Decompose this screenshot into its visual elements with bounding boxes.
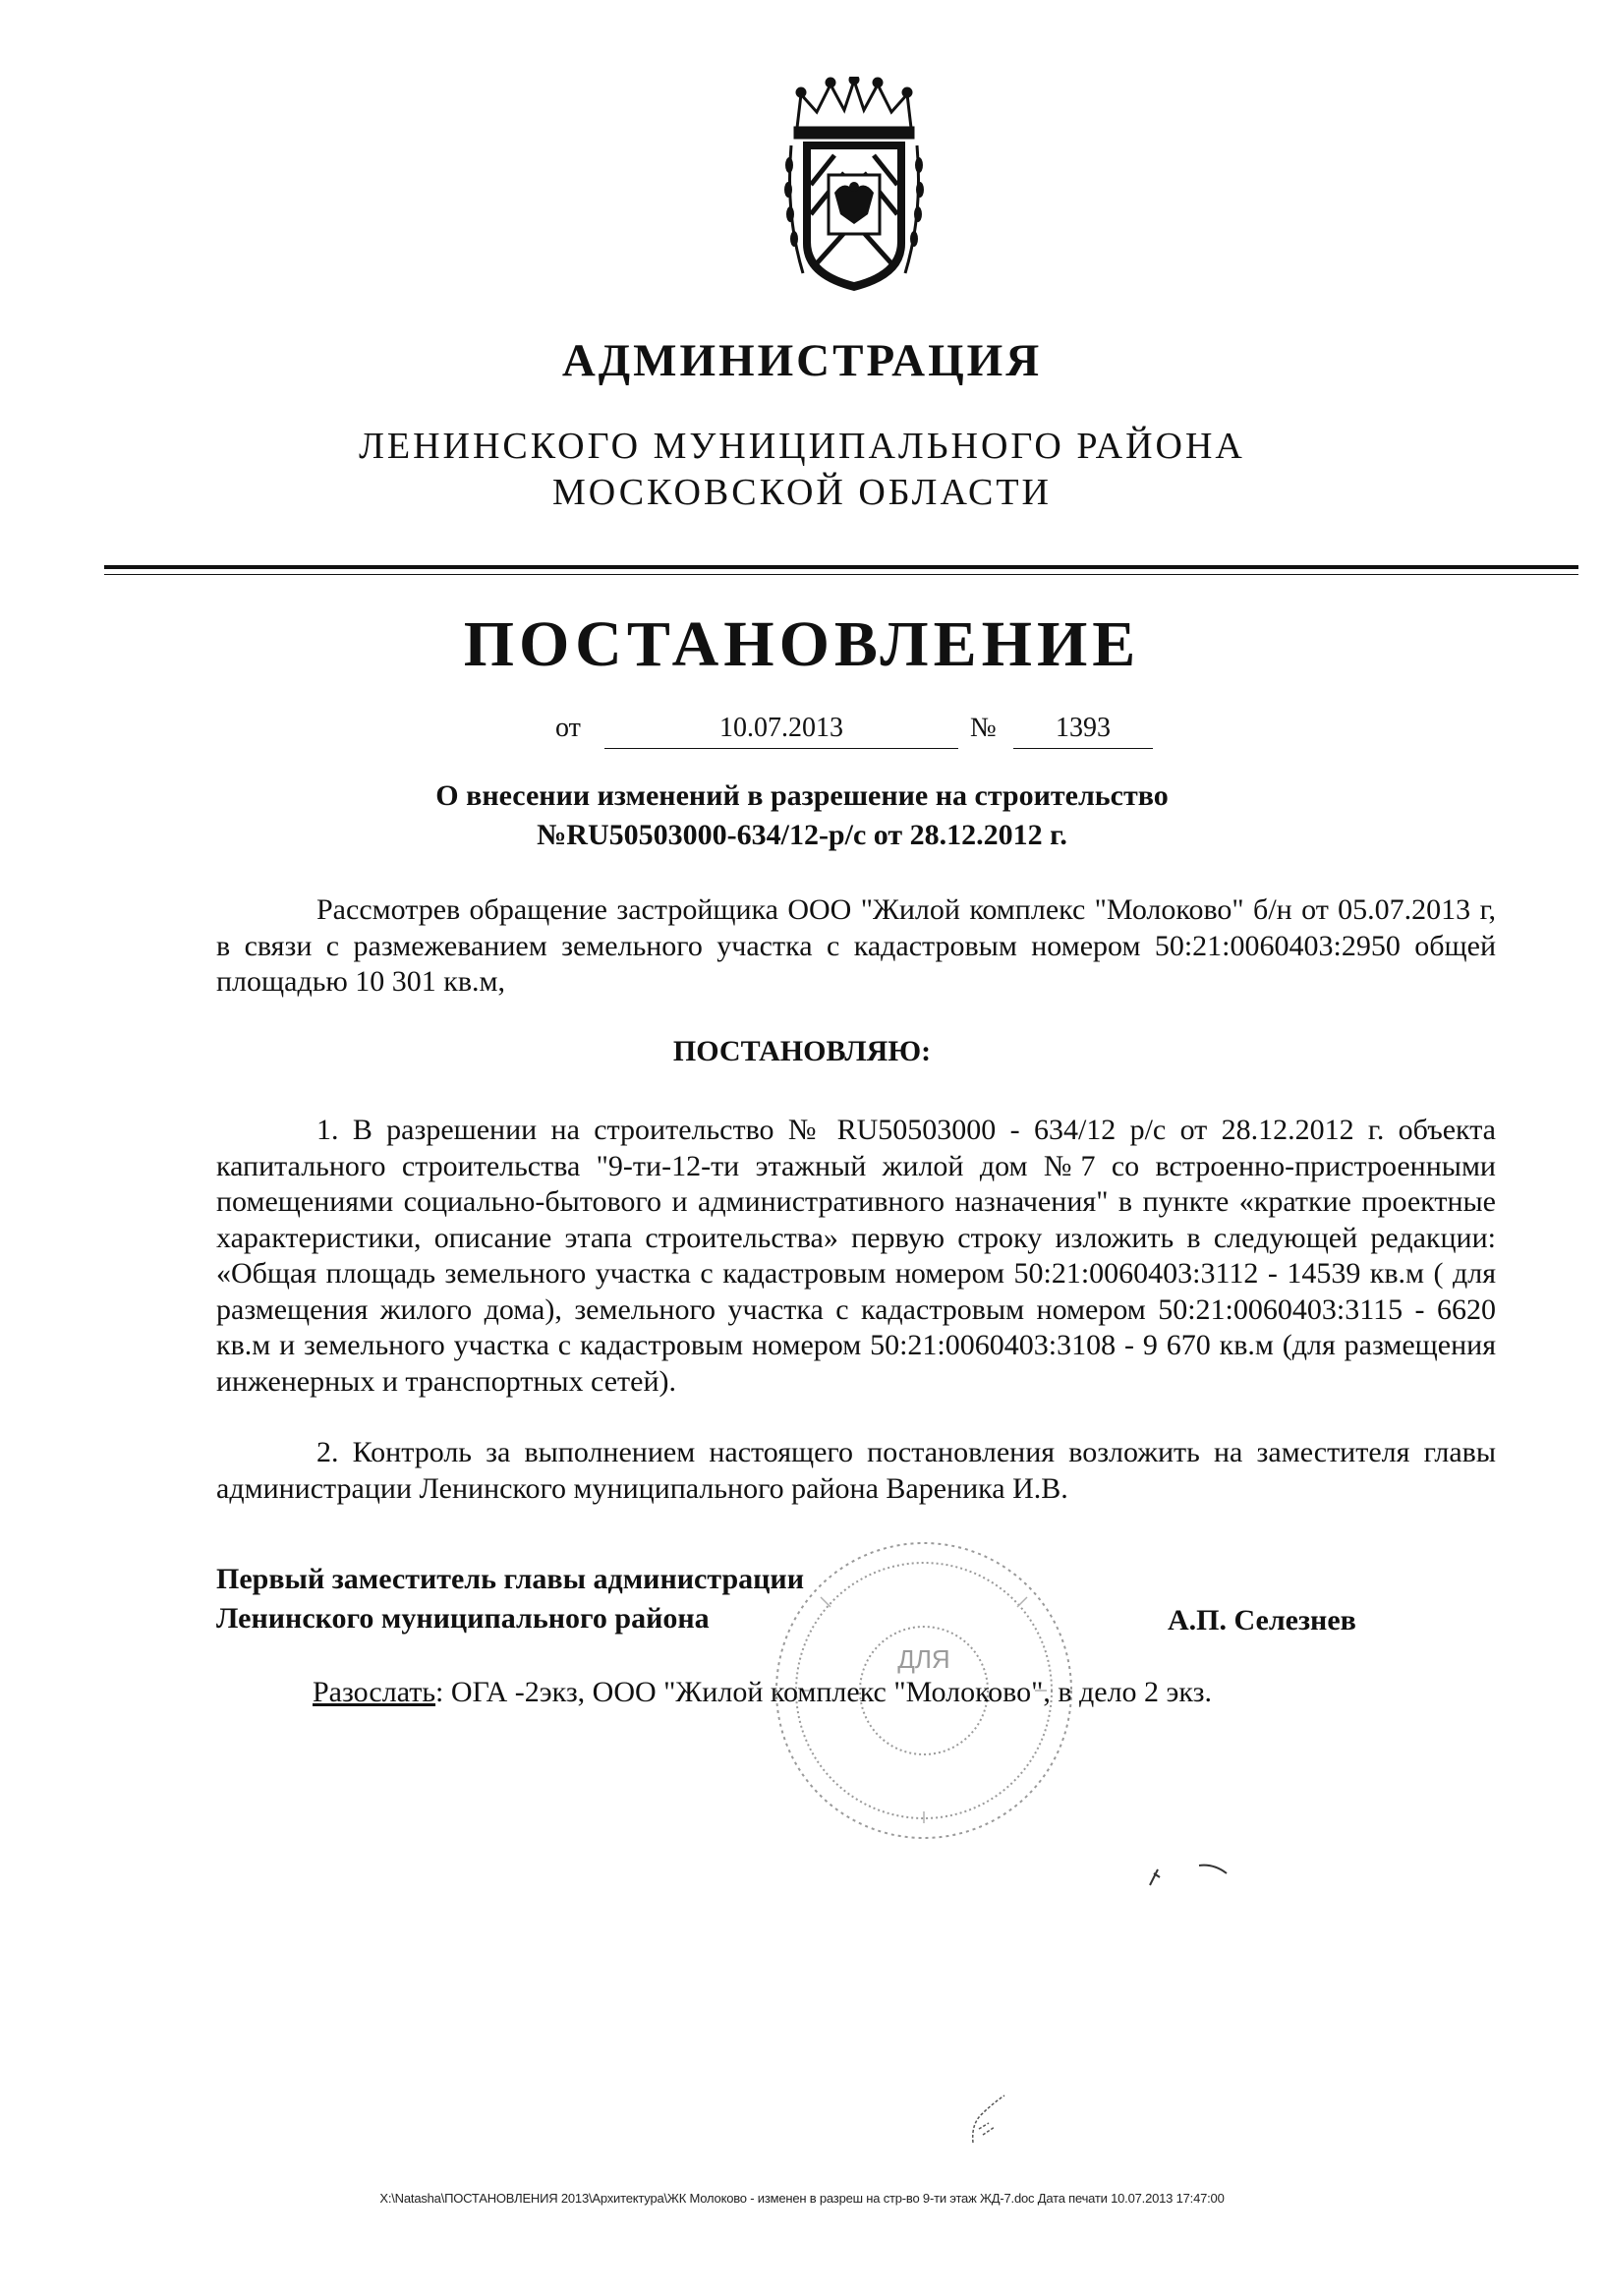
decree-item-2: 2. Контроль за выполнением настоящего постановления возложить на заместителя главы администрации Ленинского муниципального района Вареника И.В. xyxy=(216,1436,1496,1505)
decree-heading: ПОСТАНОВЛЯЮ: xyxy=(672,1035,932,1067)
number-label: № xyxy=(970,713,997,743)
date-label: от xyxy=(555,713,581,743)
signatory-position-line2: Ленинского муниципального района xyxy=(216,1602,710,1635)
preamble-paragraph: Рассмотрев обращение застройщика ООО "Жилой комплекс "Молоково" б/н от 05.07.2013 г, в связи с размежеванием земельного участка с кадастровым номером 50:21:0060403:2950 общей площадью 10 301 кв.м, xyxy=(216,893,1496,998)
subject-line1: О внесении изменений в разрешение на строительство xyxy=(435,779,1169,812)
document-date: 10.07.2013 xyxy=(604,713,958,749)
document-type: ПОСТАНОВЛЕНИЕ xyxy=(463,608,1141,680)
file-path-footer: X:\Natasha\ПОСТАНОВЛЕНИЯ 2013\Архитектура\ЖК Молоково - изменен в разреш на стр-во 9-ти этаж ЖД-7.doc Дата печати 10.07.2013 17:47:00 xyxy=(379,2191,1225,2206)
header-divider-thin xyxy=(104,574,1578,575)
subject-line2: №RU50503000-634/12-р/с от 28.12.2012 г. xyxy=(537,819,1067,851)
distribution-list xyxy=(313,1676,1212,1709)
document-number: 1393 xyxy=(1013,713,1153,749)
organization-title: АДМИНИСТРАЦИЯ xyxy=(561,335,1043,386)
decree-item-1: 1. В разрешении на строительство № RU50503000 - 634/12 р/с от 28.12.2012 г. объекта капитального строительства "9-ти-12-ти этажный жилой дом №7 со встроенно-пристроенными помещениями социально-бытового и административного назначения" в пункте «краткие проектные характеристики, описание этапа строительства» первую строку изложить в следующей редакции: «Общая площадь земельного участка с кадастровым номером 50:21:0060403:3112 - 14539 кв.м ( для размещения жилого дома), земельного участка с кадастровым номером 50:21:0060403:3115 - 6620 кв.м и земельного участка с кадастровым номером 50:21:0060403:3108 - 9 670 кв.м (для размещения инженерных и транспортных сетей). xyxy=(216,1114,1496,1398)
signatory-name: А.П. Селезнев xyxy=(1168,1604,1356,1636)
distribution-recipients: : ОГА -2экз, ООО "Жилой комплекс "Молоково", в дело 2 экз. xyxy=(435,1676,1212,1708)
distribution-label: Разослать xyxy=(313,1676,436,1708)
stamp-center-text: ДЛЯ xyxy=(897,1644,950,1674)
coat-of-arms-icon xyxy=(783,77,925,295)
scribble-mark-icon xyxy=(953,2074,1032,2152)
organization-subtitle-line1: ЛЕНИНСКОГО МУНИЦИПАЛЬНОГО РАЙОНА xyxy=(359,426,1245,467)
signatory-position-line1: Первый заместитель главы администрации xyxy=(216,1563,804,1595)
header-divider-thick xyxy=(104,565,1578,569)
pen-mark-icon xyxy=(1130,1848,1248,1897)
organization-subtitle-line2: МОСКОВСКОЙ ОБЛАСТИ xyxy=(552,472,1052,513)
